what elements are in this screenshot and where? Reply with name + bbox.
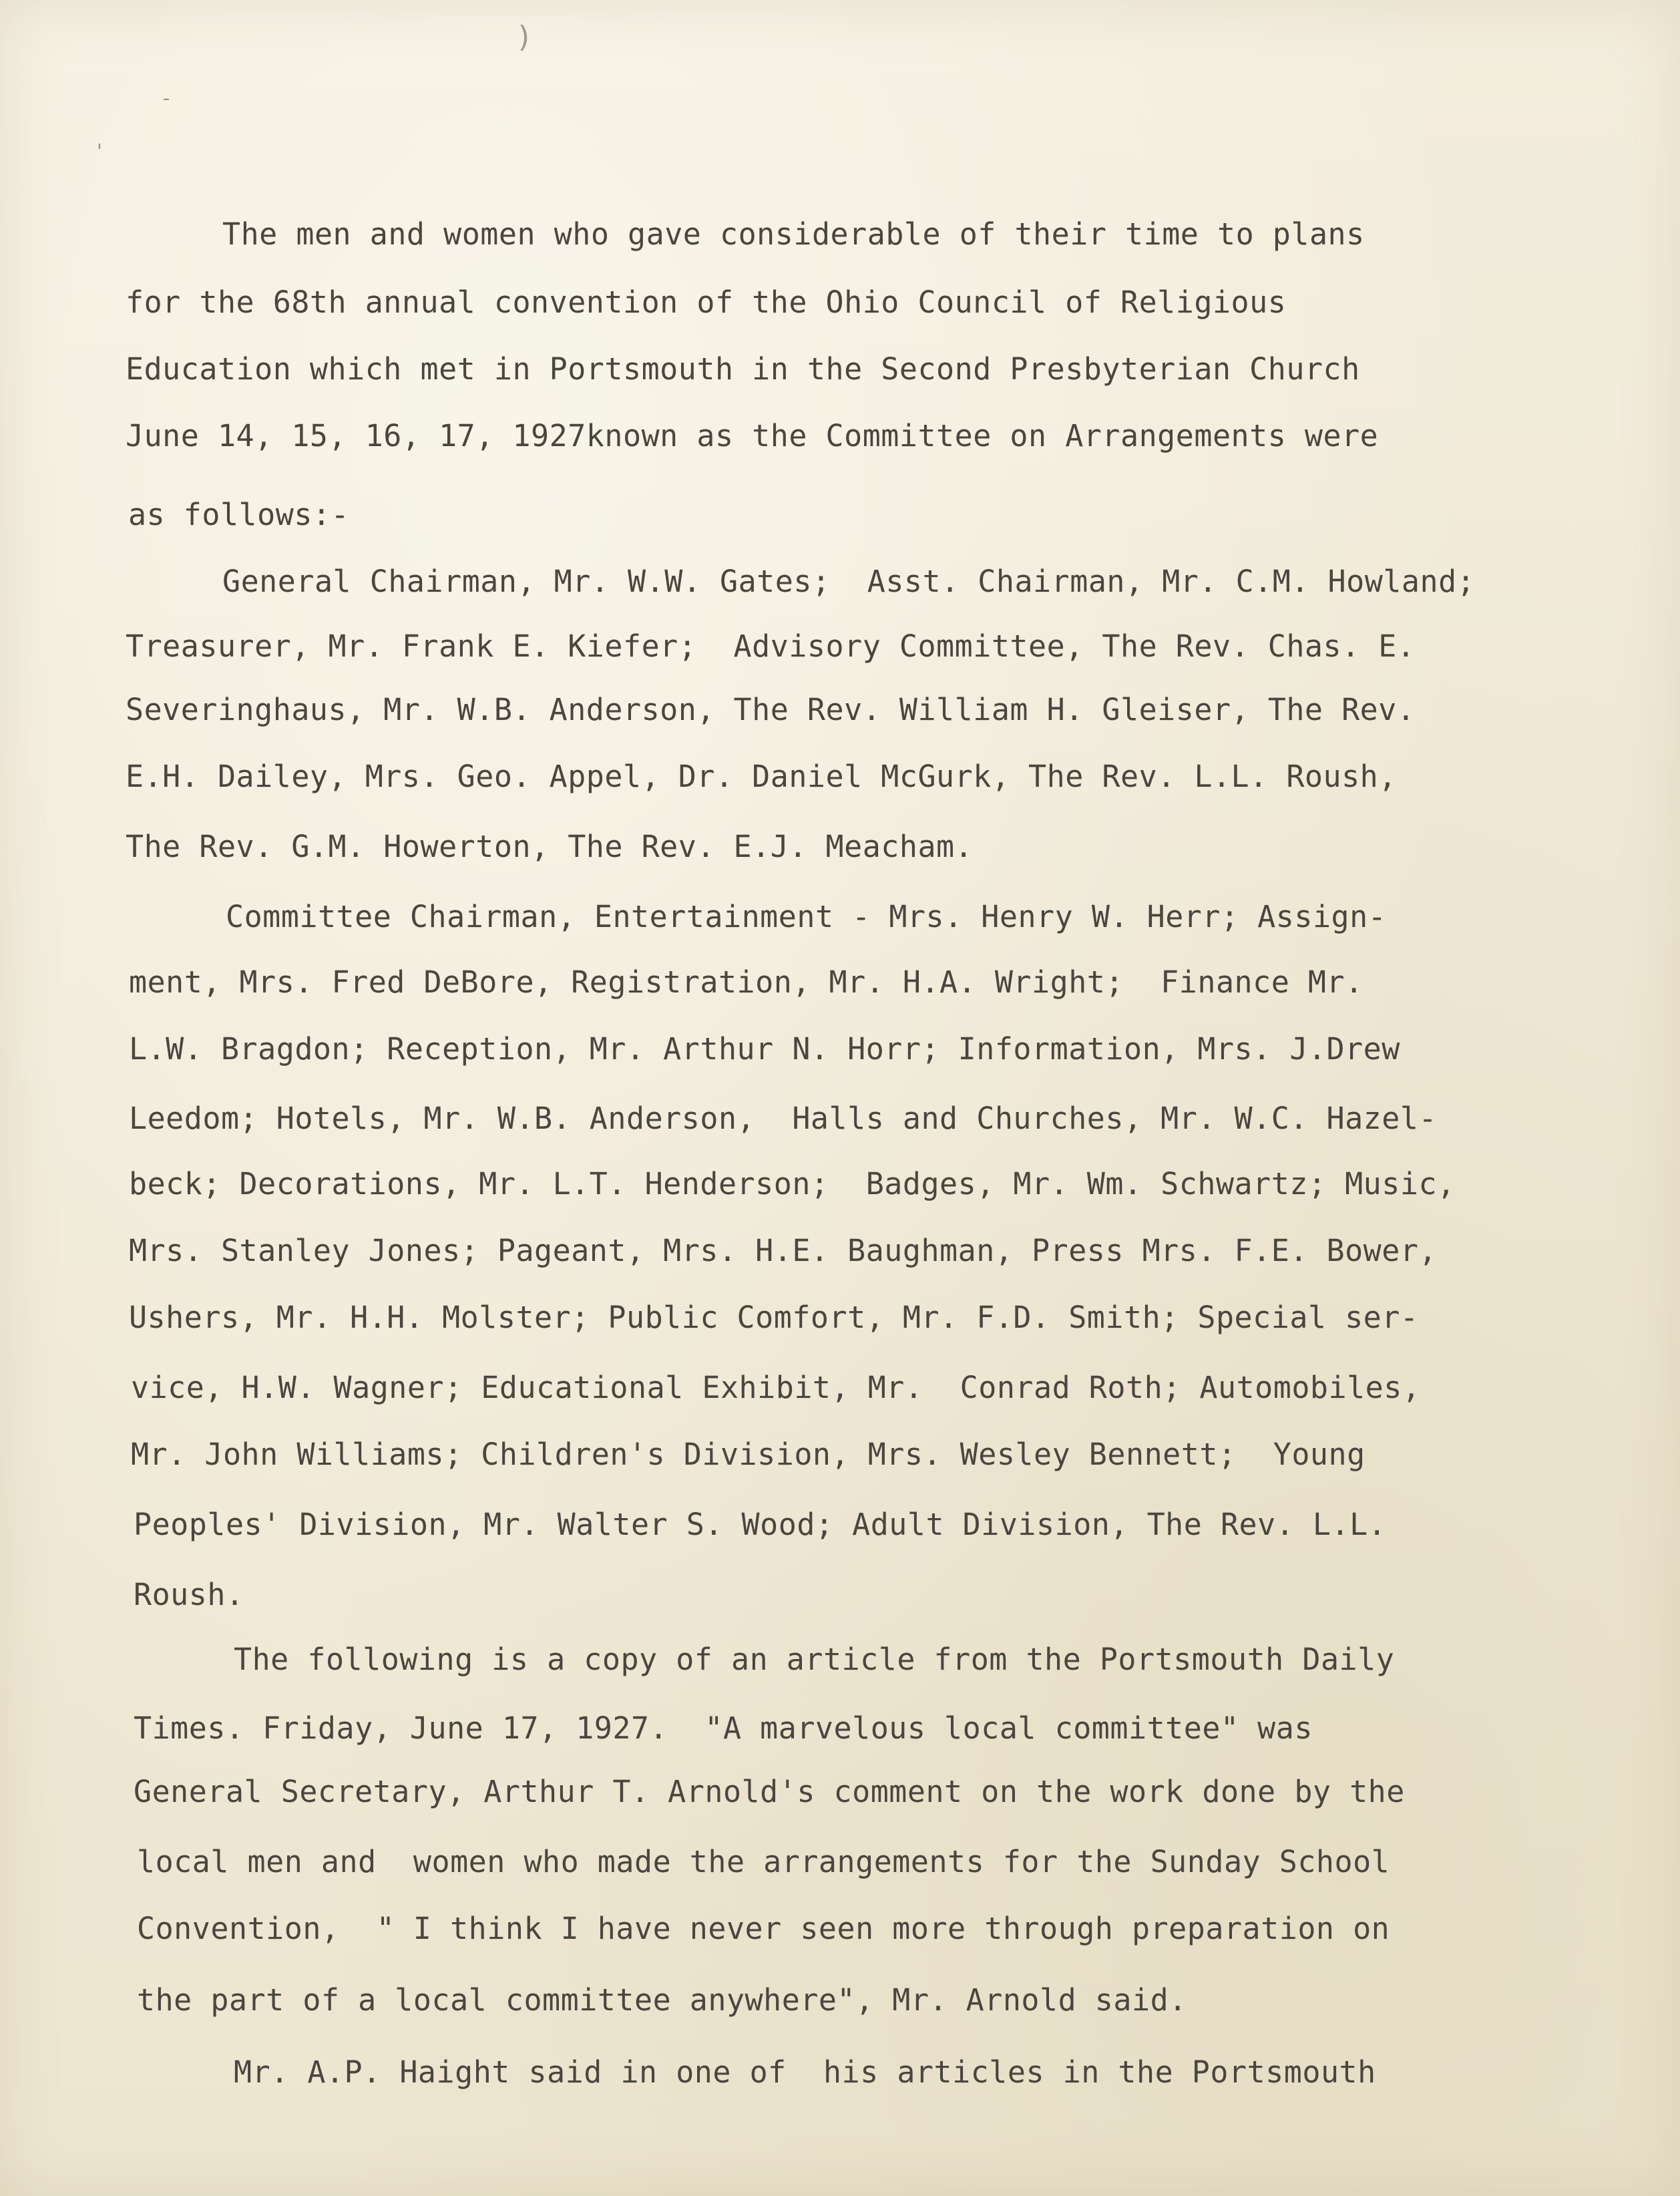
text-line: Convention, " I think I have never seen more through preparation on xyxy=(137,1911,1390,1946)
text-line: E.H. Dailey, Mrs. Geo. Appel, Dr. Daniel McGurk, The Rev. L.L. Roush, xyxy=(126,759,1397,794)
text-line: Severinghaus, Mr. W.B. Anderson, The Rev. William H. Gleiser, The Rev. xyxy=(126,692,1416,727)
text-line: The men and women who gave considerable of their time to plans xyxy=(222,216,1365,252)
stray-mark-left-2: ' xyxy=(93,140,106,164)
text-line: beck; Decorations, Mr. L.T. Henderson; Badges, Mr. Wm. Schwartz; Music, xyxy=(129,1166,1456,1202)
text-line: L.W. Bragdon; Reception, Mr. Arthur N. Horr; Information, Mrs. J.Drew xyxy=(129,1031,1400,1067)
text-line: June 14, 15, 16, 17, 1927known as the Committee on Arrangements were xyxy=(126,418,1379,453)
text-line: Peoples' Division, Mr. Walter S. Wood; Adult Division, The Rev. L.L. xyxy=(134,1507,1387,1542)
stray-mark-top: ) xyxy=(515,20,534,54)
stray-mark-left-1: - xyxy=(160,87,173,110)
text-line: General Chairman, Mr. W.W. Gates; Asst. Chairman, Mr. C.M. Howland; xyxy=(222,564,1476,599)
text-line: Education which met in Portsmouth in the Second Presbyterian Church xyxy=(126,351,1360,387)
text-line: The Rev. G.M. Howerton, The Rev. E.J. Meacham. xyxy=(126,829,974,864)
text-line: Roush. xyxy=(134,1577,244,1612)
text-line: vice, H.W. Wagner; Educational Exhibit, Mr. Conrad Roth; Automobiles, xyxy=(131,1370,1421,1405)
text-line: Leedom; Hotels, Mr. W.B. Anderson, Halls and Churches, Mr. W.C. Hazel- xyxy=(129,1101,1438,1136)
text-line: Committee Chairman, Entertainment - Mrs. Henry W. Herr; Assign- xyxy=(226,899,1387,934)
text-line: Mrs. Stanley Jones; Pageant, Mrs. H.E. Baughman, Press Mrs. F.E. Bower, xyxy=(129,1233,1438,1268)
text-line: the part of a local committee anywhere", Mr. Arnold said. xyxy=(137,1982,1187,2018)
text-line: Mr. A.P. Haight said in one of his articles in the Portsmouth xyxy=(234,2054,1376,2090)
text-line: Treasurer, Mr. Frank E. Kiefer; Advisory Committee, The Rev. Chas. E. xyxy=(126,628,1416,664)
text-line: The following is a copy of an article from the Portsmouth Daily xyxy=(234,1642,1395,1677)
text-line: General Secretary, Arthur T. Arnold's comment on the work done by the xyxy=(134,1774,1405,1809)
text-line: Times. Friday, June 17, 1927. "A marvelous local committee" was xyxy=(134,1710,1313,1746)
text-line: for the 68th annual convention of the Ohio Council of Religious xyxy=(126,285,1287,320)
text-line: Ushers, Mr. H.H. Molster; Public Comfort, Mr. F.D. Smith; Special ser- xyxy=(129,1300,1419,1335)
text-line: local men and women who made the arrangements for the Sunday School xyxy=(137,1844,1390,1879)
text-line: ment, Mrs. Fred DeBore, Registration, Mr. H.A. Wright; Finance Mr. xyxy=(129,964,1363,1000)
text-line: Mr. John Williams; Children's Division, Mrs. Wesley Bennett; Young xyxy=(131,1437,1366,1472)
text-line: as follows:- xyxy=(128,497,350,532)
